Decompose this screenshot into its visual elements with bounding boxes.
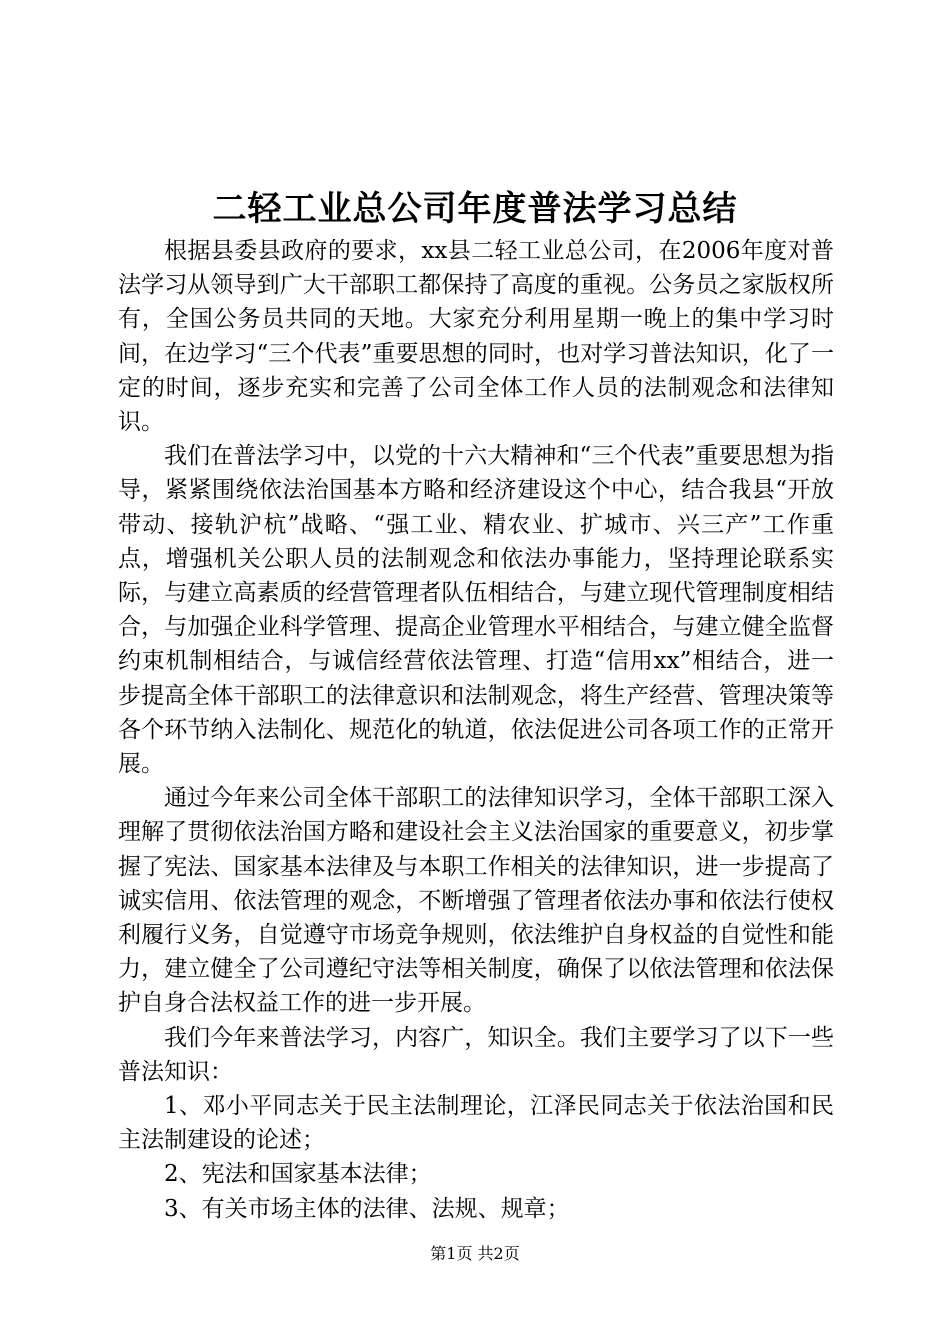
document-title: 二轻工业总公司年度普法学习总结 (212, 189, 738, 229)
paragraph-1: 根据县委县政府的要求，xx县二轻工业总公司，在2006年度对普法学习从领导到广大干部职工都保持了高度的重视。公务员之家版权所有，全国公务员共同的天地。大家充分利用星期一晚上的集中学习时间，在边学习“三个代表”重要思想的同时，也对学习普法知识，化了一定的时间，逐步充实和完善了公司全体工作人员的法制观念和法律知识。 (118, 238, 834, 436)
paragraph-3: 通过今年来公司全体干部职工的法律知识学习，全体干部职工深入理解了贯彻依法治国方略和建设社会主义法治国家的重要意义，初步掌握了宪法、国家基本法律及与本职工作相关的法律知识，进一步提高了诚实信用、依法管理的观念，不断增强了管理者依法办事和依法行使权利履行义务，自觉遵守市场竞争规则，依法维护自身权益的自觉性和能力，建立健全了公司遵纪守法等相关制度，确保了以依法管理和依法保护自身合法权益工作的进一步开展。 (118, 785, 834, 1017)
list-item-2: 2、宪法和国家基本法律； (164, 1161, 432, 1188)
page-number-footer: 第1页 共2页 (430, 1244, 520, 1263)
paragraph-4: 我们今年来普法学习，内容广，知识全。我们主要学习了以下一些普法知识： (118, 1024, 834, 1085)
list-item-1: 1、邓小平同志关于民主法制理论，江泽民同志关于依法治国和民主法制建设的论述； (118, 1093, 834, 1154)
document-body (118, 234, 834, 1226)
paragraph-2: 我们在普法学习中，以党的十六大精神和“三个代表”重要思想为指导，紧紧围绕依法治国基本方略和经济建设这个中心，结合我县“开放带动、接轨沪杭”战略、“强工业、精农业、扩城市、兴三产”工作重点，增强机关公职人员的法制观念和依法办事能力，坚持理论联系实际，与建立高素质的经营管理者队伍相结合，与建立现代管理制度相结合，与加强企业科学管理、提高企业管理水平相结合，与建立健全监督约束机制相结合，与诚信经营依法管理、打造“信用xx”相结合，进一步提高全体干部职工的法律意识和法制观念，将生产经营、管理决策等各个环节纳入法制化、规范化的轨道，依法促进公司各项工作的正常开展。 (118, 443, 834, 778)
list-item-3: 3、有关市场主体的法律、法规、规章； (164, 1195, 570, 1222)
